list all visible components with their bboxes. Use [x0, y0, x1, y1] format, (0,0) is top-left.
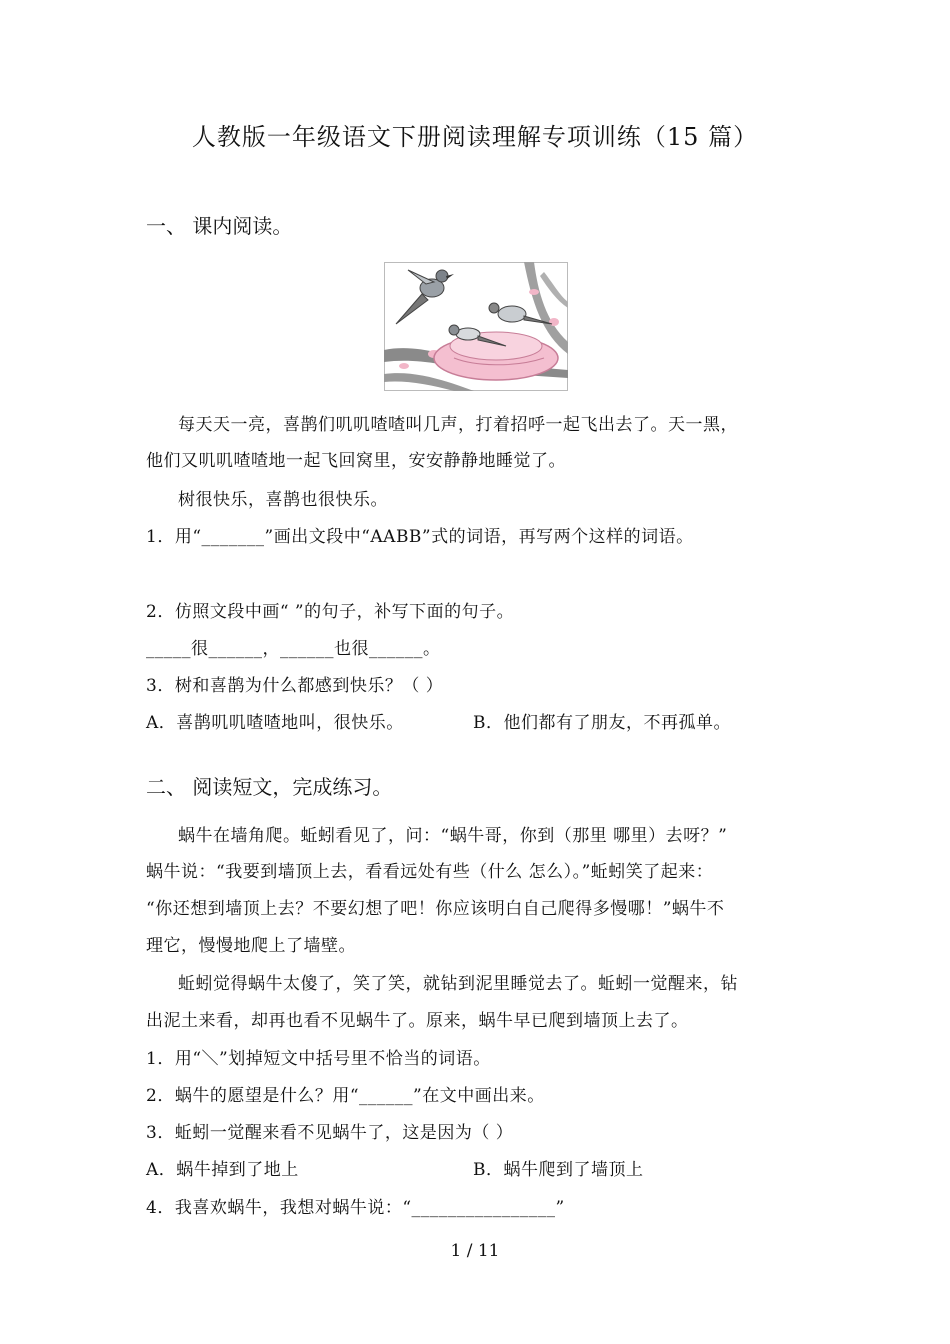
magpie-nest-illustration: [384, 262, 568, 391]
section-2-question-4: 4．我喜欢蜗牛，我想对蜗牛说：“________________”: [146, 1198, 565, 1218]
section-1-question-1: 1．用“_______”画出文段中“AABB”式的词语，再写两个这样的词语。: [146, 527, 694, 547]
section-1-paragraph-line: 他们又叽叽喳喳地一起飞回窝里，安安静静地睡觉了。: [146, 451, 566, 471]
section-1-question-2-blank: _____很______，______也很______。: [146, 639, 441, 659]
section-1-option-a: A．喜鹊叽叽喳喳地叫，很快乐。: [146, 713, 404, 733]
section-2-question-1: 1．用“＼”划掉短文中括号里不恰当的词语。: [146, 1049, 491, 1069]
section-1-question-3: 3．树和喜鹊为什么都感到快乐？（ ）: [146, 676, 444, 696]
section-2-paragraph-line: “你还想到墙顶上去？不要幻想了吧！你应该明白自己爬得多慢哪！”蜗牛不: [146, 899, 725, 919]
section-2-paragraph-line: 蚯蚓觉得蜗牛太傻了，笑了笑，就钻到泥里睡觉去了。蚯蚓一觉醒来，钻: [178, 974, 738, 994]
section-1-question-2: 2．仿照文段中画“ ”的句子，补写下面的句子。: [146, 602, 515, 622]
section-2-paragraph-line: 蜗牛说：“我要到墙顶上去，看看远处有些（什么 怎么）。”蚯蚓笑了起来：: [146, 862, 714, 882]
section-1-paragraph-line: 每天天一亮，喜鹊们叽叽喳喳叫几声，打着招呼一起飞出去了。天一黑，: [178, 415, 738, 435]
section-2-paragraph-line: 出泥土来看，却再也看不见蜗牛了。原来，蜗牛早已爬到墙顶上去了。: [146, 1011, 689, 1031]
section-2-question-2: 2．蜗牛的愿望是什么？用“______”在文中画出来。: [146, 1086, 545, 1106]
section-2-paragraph-line: 蜗牛在墙角爬。蚯蚓看见了，问：“蜗牛哥，你到（那里 哪里）去呀？”: [178, 826, 728, 846]
page-title: 人教版一年级语文下册阅读理解专项训练（15 篇）: [191, 123, 759, 151]
section-2-heading: 二、 阅读短文，完成练习。: [146, 775, 393, 799]
section-1-paragraph-line: 树很快乐，喜鹊也很快乐。: [178, 490, 388, 510]
section-2-paragraph-line: 理它，慢慢地爬上了墙壁。: [146, 936, 356, 956]
section-1-heading: 一、 课内阅读。: [146, 214, 293, 238]
section-2-option-a: A．蜗牛掉到了地上: [146, 1160, 299, 1180]
section-2-option-b: B．蜗牛爬到了墙顶上: [473, 1160, 644, 1180]
page-number: 1 / 11: [450, 1241, 500, 1261]
section-1-option-b: B．他们都有了朋友，不再孤单。: [473, 713, 731, 733]
section-2-question-3: 3．蚯蚓一觉醒来看不见蜗牛了，这是因为（ ）: [146, 1123, 514, 1143]
